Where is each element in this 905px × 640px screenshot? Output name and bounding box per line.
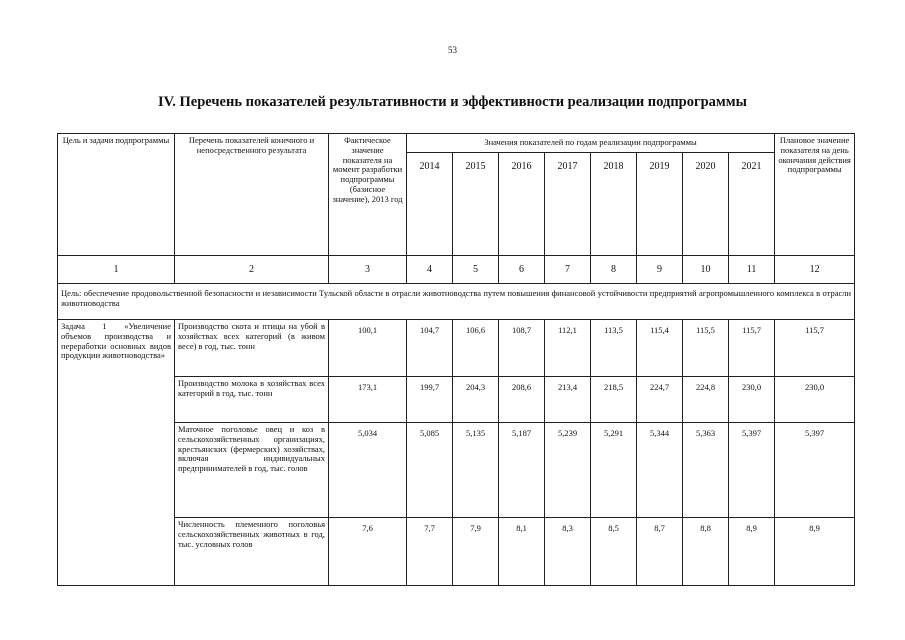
table-row <box>58 377 855 423</box>
page-number: 53 <box>448 45 457 55</box>
year-value: 113,5 <box>591 320 637 377</box>
plan-value: 230,0 <box>775 377 855 423</box>
header-year: 2018 <box>591 153 637 256</box>
header-year: 2019 <box>637 153 683 256</box>
year-value: 104,7 <box>407 320 453 377</box>
year-value: 8,5 <box>591 518 637 586</box>
header-year: 2020 <box>683 153 729 256</box>
year-value: 218,5 <box>591 377 637 423</box>
header-year: 2017 <box>545 153 591 256</box>
header-plan-value: Плановое значение показателя на день окончания действия подпрограммы <box>775 134 855 256</box>
year-value: 7,9 <box>453 518 499 586</box>
year-value: 5,085 <box>407 423 453 518</box>
column-number: 4 <box>407 256 453 284</box>
header-base-value: Фактическое значение показателя на момент разработки подпрограммы (базисное значение), 2013 год <box>329 134 407 256</box>
header-year: 2016 <box>499 153 545 256</box>
year-value: 224,8 <box>683 377 729 423</box>
header-year: 2021 <box>729 153 775 256</box>
table-row <box>58 518 855 586</box>
year-value: 5,363 <box>683 423 729 518</box>
year-value: 108,7 <box>499 320 545 377</box>
header-years-group: Значения показателей по годам реализации подпрограммы <box>407 134 775 153</box>
year-value: 115,5 <box>683 320 729 377</box>
column-number: 6 <box>499 256 545 284</box>
year-value: 5,397 <box>729 423 775 518</box>
plan-value: 115,7 <box>775 320 855 377</box>
section-title: IV. Перечень показателей результативности и эффективности реализации подпрограммы <box>158 94 747 110</box>
indicator-name: Маточное поголовье овец и коз в сельскохозяйственных организациях, крестьянских (фермерских) хозяйствах, включая индивидуальных предпринимателей в год, тыс. голов <box>175 423 329 518</box>
column-number: 2 <box>175 256 329 284</box>
column-number: 11 <box>729 256 775 284</box>
year-value: 5,291 <box>591 423 637 518</box>
year-value: 7,7 <box>407 518 453 586</box>
base-value: 100,1 <box>329 320 407 377</box>
year-value: 8,7 <box>637 518 683 586</box>
base-value: 7,6 <box>329 518 407 586</box>
year-value: 5,239 <box>545 423 591 518</box>
column-number-row <box>58 256 855 284</box>
header-year: 2015 <box>453 153 499 256</box>
table-row <box>58 423 855 518</box>
year-value: 8,9 <box>729 518 775 586</box>
column-number: 7 <box>545 256 591 284</box>
year-value: 5,135 <box>453 423 499 518</box>
indicator-name: Численность племенного поголовья сельскохозяйственных животных в год, тыс. условных голов <box>175 518 329 586</box>
year-value: 8,8 <box>683 518 729 586</box>
base-value: 5,034 <box>329 423 407 518</box>
year-value: 5,344 <box>637 423 683 518</box>
indicator-name: Производство молока в хозяйствах всех категорий в год, тыс. тонн <box>175 377 329 423</box>
column-number: 8 <box>591 256 637 284</box>
year-value: 204,3 <box>453 377 499 423</box>
year-value: 208,6 <box>499 377 545 423</box>
indicators-table <box>57 133 855 586</box>
table-row <box>58 320 855 377</box>
plan-value: 8,9 <box>775 518 855 586</box>
year-value: 115,7 <box>729 320 775 377</box>
year-value: 115,4 <box>637 320 683 377</box>
year-value: 230,0 <box>729 377 775 423</box>
column-number: 5 <box>453 256 499 284</box>
year-value: 224,7 <box>637 377 683 423</box>
header-indicators: Перечень показателей конечного и непосредственного результата <box>175 134 329 256</box>
year-value: 5,187 <box>499 423 545 518</box>
year-value: 213,4 <box>545 377 591 423</box>
task-text: Задача 1 «Увеличение объемов производства и переработки основных видов продукции животноводства» <box>58 320 175 586</box>
goal-text: Цель: обеспечение продовольственной безопасности и независимости Тульской области в отрасли животноводства путем повышения финансовой устойчивости предприятий агропромышленного комплекса в отрасли животноводства <box>58 284 855 320</box>
year-value: 199,7 <box>407 377 453 423</box>
year-value: 8,1 <box>499 518 545 586</box>
header-row-1 <box>58 134 855 153</box>
header-year: 2014 <box>407 153 453 256</box>
plan-value: 5,397 <box>775 423 855 518</box>
indicator-name: Производство скота и птицы на убой в хозяйствах всех категорий (в живом весе) в год, тыс. тонн <box>175 320 329 377</box>
year-value: 106,6 <box>453 320 499 377</box>
column-number: 12 <box>775 256 855 284</box>
year-value: 112,1 <box>545 320 591 377</box>
column-number: 10 <box>683 256 729 284</box>
header-goals-tasks: Цель и задачи подпрограммы <box>58 134 175 256</box>
goal-row <box>58 284 855 320</box>
column-number: 3 <box>329 256 407 284</box>
column-number: 9 <box>637 256 683 284</box>
column-number: 1 <box>58 256 175 284</box>
base-value: 173,1 <box>329 377 407 423</box>
year-value: 8,3 <box>545 518 591 586</box>
